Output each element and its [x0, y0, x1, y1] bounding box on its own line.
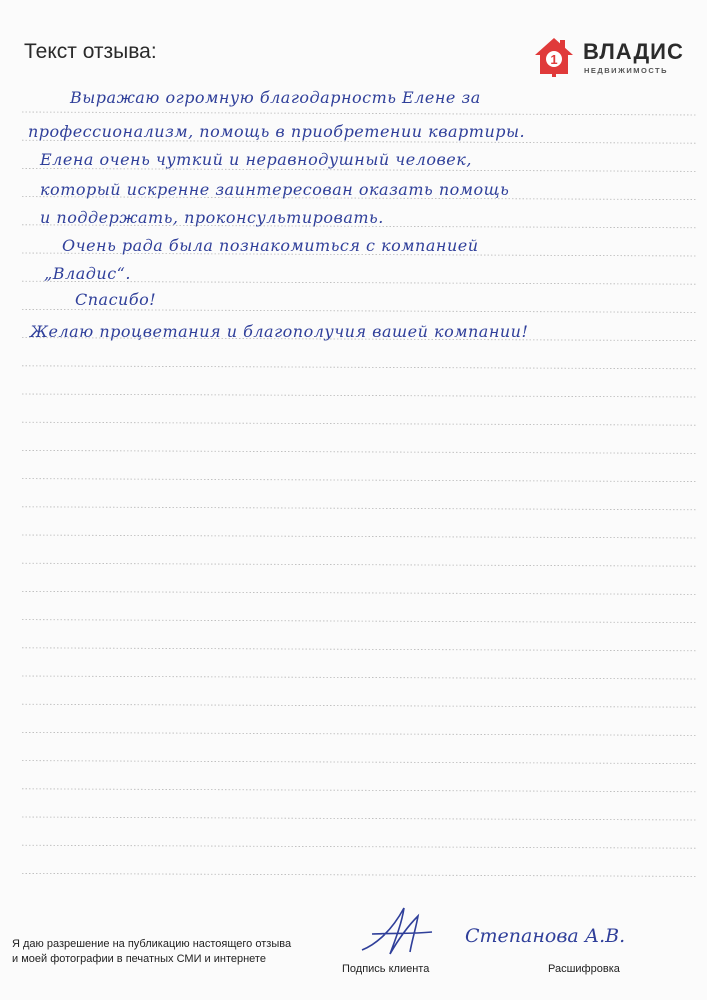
writing-line: [22, 591, 697, 594]
writing-line: [22, 648, 697, 651]
writing-line: [22, 366, 697, 369]
writing-line: [22, 732, 697, 735]
review-line: Выражаю огромную благодарность Елене за: [70, 88, 481, 107]
review-line: „Владис“.: [44, 264, 131, 283]
review-line: который искренне заинтересован оказать помощь: [40, 180, 510, 199]
logo-name: ВЛАДИС: [583, 39, 684, 64]
writing-line: [22, 450, 697, 453]
review-line: Спасибо!: [75, 290, 157, 309]
writing-line: [22, 112, 697, 115]
writing-line: [22, 507, 697, 510]
review-line: и поддержать, проконсультировать.: [40, 208, 384, 227]
review-line: Елена очень чуткий и неравнодушный человек,: [40, 150, 472, 169]
writing-line: [22, 817, 697, 820]
writing-line: [22, 620, 697, 623]
writing-line: [22, 422, 697, 425]
review-line: Очень рада была познакомиться с компанией: [62, 236, 479, 255]
signature-decoding: Степанова А.В.: [465, 925, 626, 947]
review-line: профессионализм, помощь в приобретении квартиры.: [28, 122, 526, 141]
writing-line: [22, 676, 697, 679]
publication-consent: [12, 937, 291, 967]
writing-line: [22, 704, 697, 707]
logo-digit: 1: [550, 52, 558, 67]
logo-subtitle: НЕДВИЖИМОСТЬ: [584, 66, 669, 75]
form-title: Текст отзыва:: [24, 40, 157, 63]
consent-line: Я даю разрешение на публикацию настоящего отзыва: [12, 938, 292, 950]
signature-caption: Подпись клиента: [342, 963, 430, 975]
writing-line: [22, 563, 697, 566]
review-line: Желаю процветания и благополучия вашей компании!: [30, 322, 529, 341]
writing-line: [22, 873, 697, 876]
writing-line: [22, 789, 697, 792]
writing-line: [22, 845, 697, 848]
writing-line: [22, 309, 697, 312]
writing-line: [22, 761, 697, 764]
consent-line: и моей фотографии в печатных СМИ и интернете: [12, 953, 266, 965]
writing-line: [22, 535, 697, 538]
decoding-caption: Расшифровка: [548, 963, 620, 975]
writing-line: [22, 479, 697, 482]
client-signature: [352, 900, 442, 962]
writing-line: [22, 394, 697, 397]
